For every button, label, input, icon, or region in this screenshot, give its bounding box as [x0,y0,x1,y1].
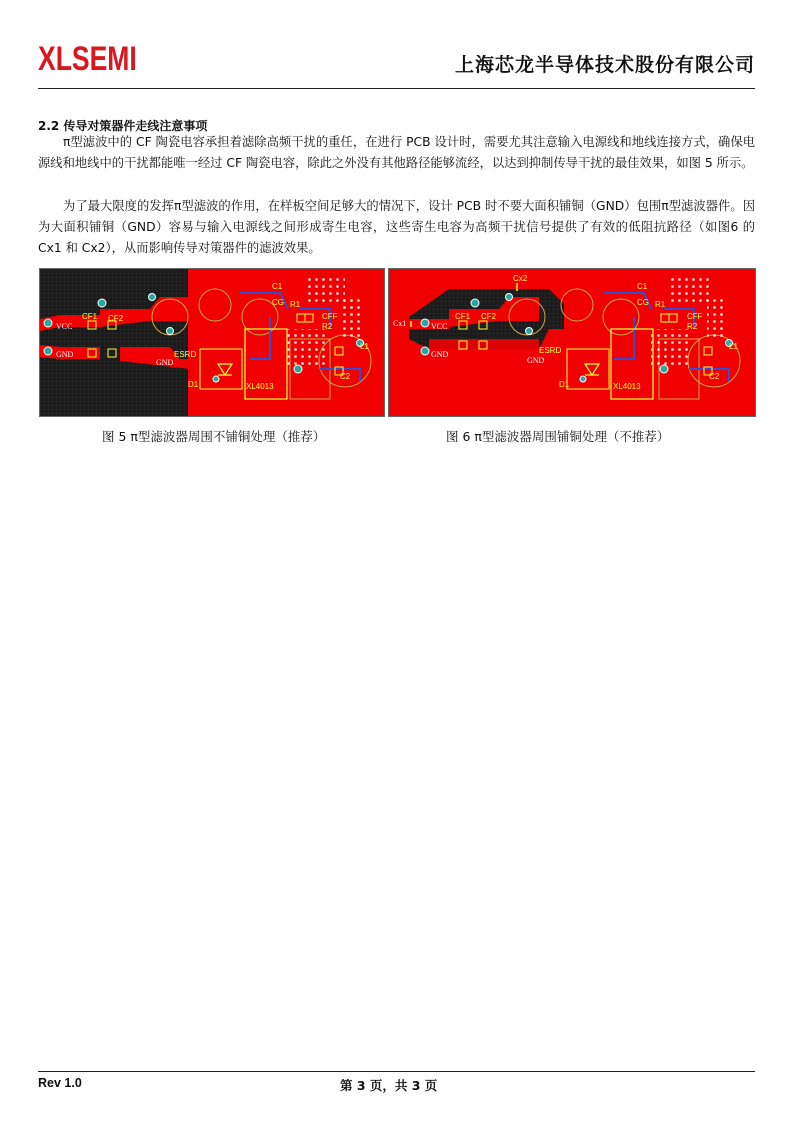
fig6-label-r1: R1 [655,300,666,309]
footer-divider [38,1071,755,1072]
revision-label: Rev 1.0 [38,1076,82,1090]
fig6-label-cff: CFF [687,312,703,321]
fig5-label-vcc: VCC [56,322,73,331]
paragraph-2: 为了最大限度的发挥π型滤波的作用，在样板空间足够大的情况下，设计 PCB 时不要大面积铺铜（GND）包围π型滤波器件。因为大面积铺铜（GND）容易与输入电源线之间形成寄生电容，这些寄生电容为高频干扰信号提供了有效的低阻抗路径（如图6 的 Cx1 和 Cx2），从而影响传导对策器件的滤波效果。 [38,199,755,255]
paragraph-1: π型滤波中的 CF 陶瓷电容承担着滤除高频干扰的重任，在进行 PCB 设计时，需要尤其注意输入电源线和地线连接方式，确保电源线和地线中的干扰都能唯一经过 CF 陶瓷电容，除此之外没有其他路径能够流经，以达到抑制传导干扰的最佳效果，如图 5 所示。 [38,135,755,170]
fig6-label-gnd2: GND [527,356,545,365]
fig6-label-r2: R2 [687,322,698,331]
fig5-label-c1: C1 [272,282,283,291]
page-number: 第 3 页，共 3 页 [340,1078,438,1093]
fig5-label-d1: D1 [188,380,199,389]
fig6-label-c1: C1 [637,282,648,291]
company-logo: XLSEMI [38,40,137,78]
fig5-label-ic: XL4013 [246,382,274,391]
fig6-label-cx2: Cx2 [513,274,528,283]
fig6-label-ic: XL4013 [613,382,641,391]
fig5-label-cf2: CF2 [108,314,124,323]
figure-5-caption: 图 5 π型滤波器周围不铺铜处理（推荐） [102,429,326,444]
header-divider [38,88,755,89]
figure-6-caption: 图 6 π型滤波器周围铺铜处理（不推荐） [446,429,670,444]
fig6-label-l1: L1 [729,342,738,351]
fig5-label-c2: C2 [340,372,351,381]
fig5-label-r1: R1 [290,300,301,309]
fig5-label-l1: L1 [360,342,369,351]
fig5-label-gnd2: GND [156,358,174,367]
fig5-label-esrd: ESRD [174,350,197,359]
fig5-label-cf1: CF1 [82,312,98,321]
fig5-label-cg: CG [272,298,284,307]
fig5-label-r2: R2 [322,322,333,331]
fig6-label-c2: C2 [709,372,720,381]
fig6-label-cf2: CF2 [481,312,497,321]
figure-5-pcb-image [39,268,385,417]
fig6-label-gnd: GND [431,350,449,359]
fig5-label-gnd: GND [56,350,74,359]
fig6-label-esrd: ESRD [539,346,562,355]
company-name: 上海芯龙半导体技术股份有限公司 [454,54,755,76]
section-title: 2.2 传导对策器件走线注意事项 [38,119,208,133]
fig6-label-cx1: Cx1 [393,319,407,328]
fig6-label-d1: D1 [559,380,570,389]
fig5-label-cff: CFF [322,312,338,321]
fig6-label-vcc: VCC [431,322,448,331]
fig6-label-cg: CG [637,298,649,307]
fig6-label-cf1: CF1 [455,312,471,321]
figure-6-pcb-image [388,268,756,417]
